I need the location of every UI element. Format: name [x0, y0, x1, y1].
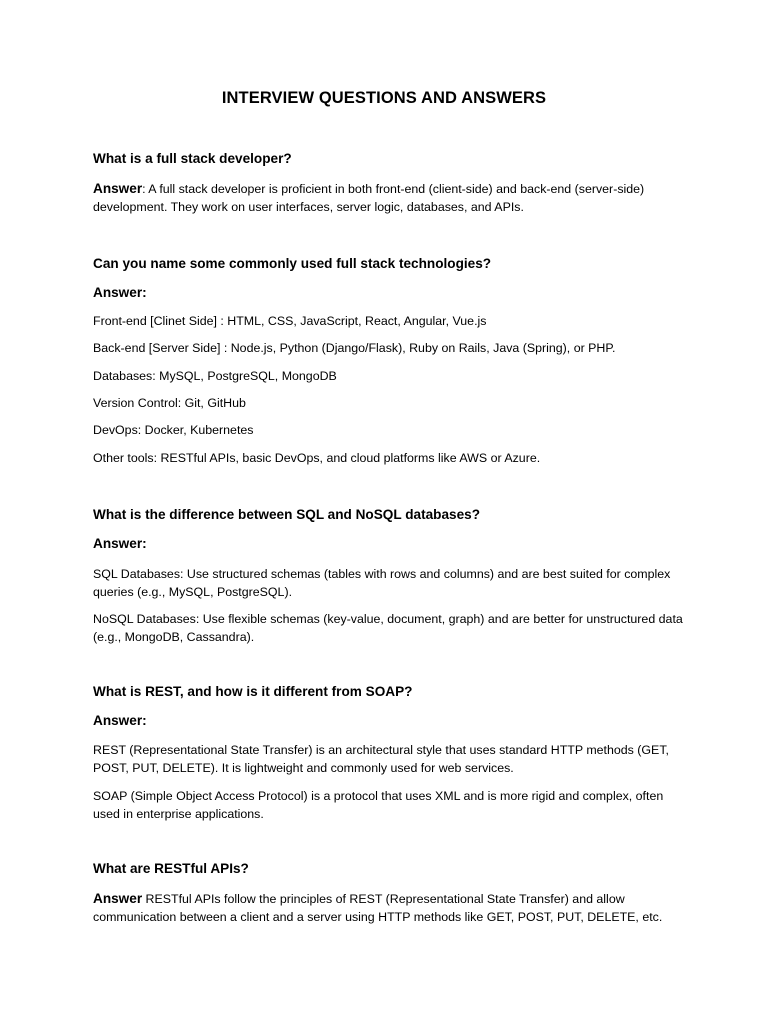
- answer-5-text: RESTful APIs follow the principles of REST (Representational State Transfer) and allow communication between a client and a server using HTTP methods like GET, POST, PUT, DELETE, etc.: [93, 892, 663, 924]
- answer-2-item: Other tools: RESTful APIs, basic DevOps, and cloud platforms like AWS or Azure.: [93, 451, 541, 465]
- answer-label: Answer:: [93, 536, 147, 551]
- answer-label: Answer:: [93, 713, 147, 728]
- question-1: What is a full stack developer?: [93, 151, 292, 166]
- answer-4-para: REST (Representational State Transfer) is an architectural style that uses standard HTTP methods (GET, POST, PUT, DELETE). It is lightweight and commonly used for web services.: [93, 743, 669, 775]
- question-4: What is REST, and how is it different from SOAP?: [93, 684, 413, 699]
- answer-2-item: Databases: MySQL, PostgreSQL, MongoDB: [93, 369, 337, 383]
- answer-4-para: SOAP (Simple Object Access Protocol) is a protocol that uses XML and is more rigid and complex, often used in enterprise applications.: [93, 789, 664, 821]
- answer-3-para: NoSQL Databases: Use flexible schemas (key-value, document, graph) and are better for unstructured data (e.g., MongoDB, Cassandra).: [93, 612, 683, 644]
- answer-label: Answer:: [93, 285, 147, 300]
- answer-label: Answer: [93, 891, 143, 906]
- answer-label: Answer: [93, 181, 143, 196]
- document-title: INTERVIEW QUESTIONS AND ANSWERS: [221, 89, 547, 107]
- answer-2-item: Back-end [Server Side] : Node.js, Python (Django/Flask), Ruby on Rails, Java (Spring), or PHP.: [93, 341, 616, 355]
- answer-2-item: DevOps: Docker, Kubernetes: [93, 423, 254, 437]
- answer-1: [93, 180, 683, 216]
- answer-1-text: : A full stack developer is proficient in both front-end (client-side) and back-end (server-side) development. They work on user interfaces, server logic, databases, and APIs.: [93, 182, 645, 214]
- answer-2-item: Version Control: Git, GitHub: [93, 396, 246, 410]
- question-3: What is the difference between SQL and NoSQL databases?: [93, 507, 481, 522]
- answer-3-para: SQL Databases: Use structured schemas (tables with rows and columns) and are best suited for complex queries (e.g., MySQL, PostgreSQL).: [93, 567, 671, 599]
- question-5: What are RESTful APIs?: [93, 861, 249, 876]
- question-2: Can you name some commonly used full stack technologies?: [93, 256, 492, 271]
- answer-2-item: Front-end [Clinet Side] : HTML, CSS, JavaScript, React, Angular, Vue.js: [93, 314, 487, 328]
- answer-5: [93, 890, 683, 926]
